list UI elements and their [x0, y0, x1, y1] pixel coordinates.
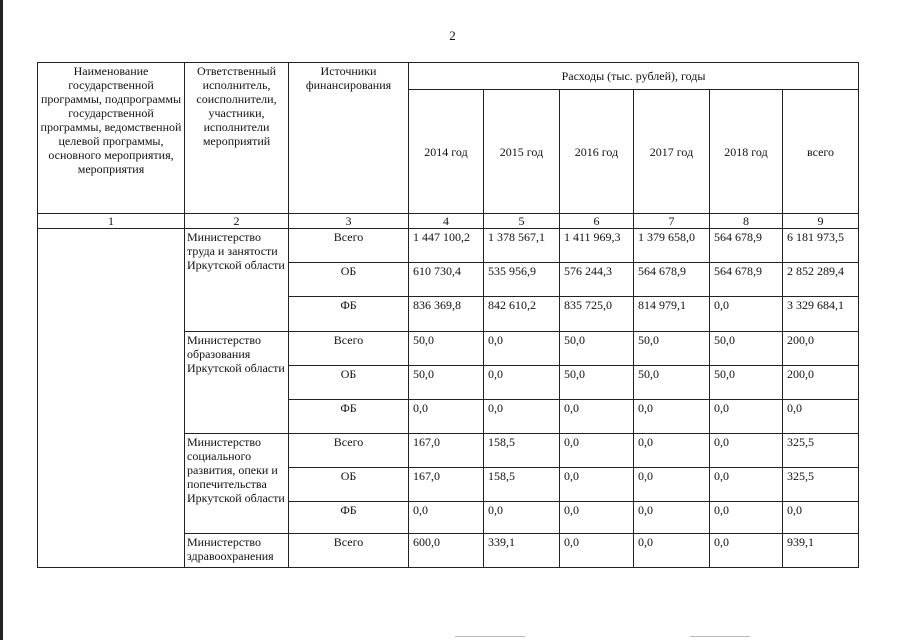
header-year-2015: 2015 год: [484, 90, 560, 214]
header-year-2018: 2018 год: [710, 90, 783, 214]
value-cell: 1 447 100,2: [409, 229, 484, 263]
value-cell: 0,0: [783, 502, 859, 534]
source-cell: ФБ: [289, 400, 409, 434]
column-number: 8: [710, 214, 783, 229]
value-cell: 814 979,1: [634, 297, 710, 332]
scan-left-edge: [0, 0, 3, 640]
responsible-cell: Министерство социального развития, опеки и попечительства Иркутской области: [185, 434, 289, 534]
value-cell: 200,0: [783, 332, 859, 366]
value-cell: 0,0: [634, 468, 710, 502]
header-year-2016: 2016 год: [560, 90, 634, 214]
value-cell: 200,0: [783, 366, 859, 400]
value-cell: 564 678,9: [634, 263, 710, 297]
value-cell: 842 610,2: [484, 297, 560, 332]
table-row: [38, 229, 859, 263]
scan-artifact: [690, 636, 750, 637]
source-cell: ФБ: [289, 297, 409, 332]
value-cell: 50,0: [409, 332, 484, 366]
value-cell: 0,0: [484, 366, 560, 400]
column-number: 4: [409, 214, 484, 229]
value-cell: 1 378 567,1: [484, 229, 560, 263]
value-cell: 6 181 973,5: [783, 229, 859, 263]
value-cell: 50,0: [634, 332, 710, 366]
value-cell: 0,0: [409, 400, 484, 434]
value-cell: 0,0: [634, 400, 710, 434]
value-cell: 0,0: [710, 502, 783, 534]
value-cell: 576 244,3: [560, 263, 634, 297]
value-cell: 50,0: [710, 332, 783, 366]
value-cell: 0,0: [710, 400, 783, 434]
value-cell: 939,1: [783, 534, 859, 568]
value-cell: 0,0: [484, 332, 560, 366]
value-cell: 158,5: [484, 468, 560, 502]
source-cell: ОБ: [289, 468, 409, 502]
value-cell: 0,0: [634, 502, 710, 534]
value-cell: 564 678,9: [710, 229, 783, 263]
column-number: 3: [289, 214, 409, 229]
value-cell: 325,5: [783, 434, 859, 468]
value-cell: 50,0: [409, 366, 484, 400]
value-cell: 325,5: [783, 468, 859, 502]
source-cell: Всего: [289, 229, 409, 263]
value-cell: 836 369,8: [409, 297, 484, 332]
responsible-cell: Министерство образования Иркутской области: [185, 332, 289, 434]
value-cell: 0,0: [560, 400, 634, 434]
value-cell: 0,0: [560, 468, 634, 502]
value-cell: 1 411 969,3: [560, 229, 634, 263]
responsible-cell: Министерство труда и занятости Иркутской области: [185, 229, 289, 332]
value-cell: 339,1: [484, 534, 560, 568]
source-cell: Всего: [289, 434, 409, 468]
column-number: 2: [185, 214, 289, 229]
value-cell: 50,0: [634, 366, 710, 400]
value-cell: 564 678,9: [710, 263, 783, 297]
column-number: 9: [783, 214, 859, 229]
header-year-2014: 2014 год: [409, 90, 484, 214]
value-cell: 158,5: [484, 434, 560, 468]
value-cell: 0,0: [560, 502, 634, 534]
value-cell: 535 956,9: [484, 263, 560, 297]
scan-artifact: [455, 636, 525, 637]
header-responsible: Ответственный исполнитель, соисполнители, участники, исполнители мероприятий: [185, 63, 289, 214]
source-cell: Всего: [289, 332, 409, 366]
column-number-row: [38, 214, 859, 229]
value-cell: 2 852 289,4: [783, 263, 859, 297]
value-cell: 1 379 658,0: [634, 229, 710, 263]
value-cell: 0,0: [484, 502, 560, 534]
value-cell: 50,0: [560, 366, 634, 400]
value-cell: 167,0: [409, 434, 484, 468]
value-cell: 0,0: [634, 434, 710, 468]
column-number: 1: [38, 214, 185, 229]
column-number: 7: [634, 214, 710, 229]
value-cell: 600,0: [409, 534, 484, 568]
source-cell: ОБ: [289, 263, 409, 297]
value-cell: 0,0: [409, 502, 484, 534]
value-cell: 0,0: [710, 534, 783, 568]
responsible-cell: Министерство здравоохранения: [185, 534, 289, 568]
budget-table: [37, 62, 859, 568]
value-cell: 0,0: [710, 297, 783, 332]
value-cell: 3 329 684,1: [783, 297, 859, 332]
source-cell: ОБ: [289, 366, 409, 400]
header-expenses: Расходы (тыс. рублей), годы: [409, 63, 859, 90]
value-cell: 50,0: [560, 332, 634, 366]
program-name-cell: [38, 229, 185, 568]
value-cell: 0,0: [560, 434, 634, 468]
source-cell: ФБ: [289, 502, 409, 534]
column-number: 5: [484, 214, 560, 229]
header-name: Наименование государственной программы, подпрограммы государственной программы, ведомственной целевой программы, основного мероприятия, мероприятия: [38, 63, 185, 214]
value-cell: 0,0: [710, 468, 783, 502]
value-cell: 50,0: [710, 366, 783, 400]
header-total: всего: [783, 90, 859, 214]
value-cell: 0,0: [484, 400, 560, 434]
source-cell: Всего: [289, 534, 409, 568]
value-cell: 0,0: [634, 534, 710, 568]
page-number: 2: [449, 28, 456, 43]
value-cell: 0,0: [560, 534, 634, 568]
header-year-2017: 2017 год: [634, 90, 710, 214]
value-cell: 610 730,4: [409, 263, 484, 297]
value-cell: 835 725,0: [560, 297, 634, 332]
value-cell: 0,0: [710, 434, 783, 468]
header-sources: Источники финансирования: [289, 63, 409, 214]
value-cell: 167,0: [409, 468, 484, 502]
column-number: 6: [560, 214, 634, 229]
value-cell: 0,0: [783, 400, 859, 434]
